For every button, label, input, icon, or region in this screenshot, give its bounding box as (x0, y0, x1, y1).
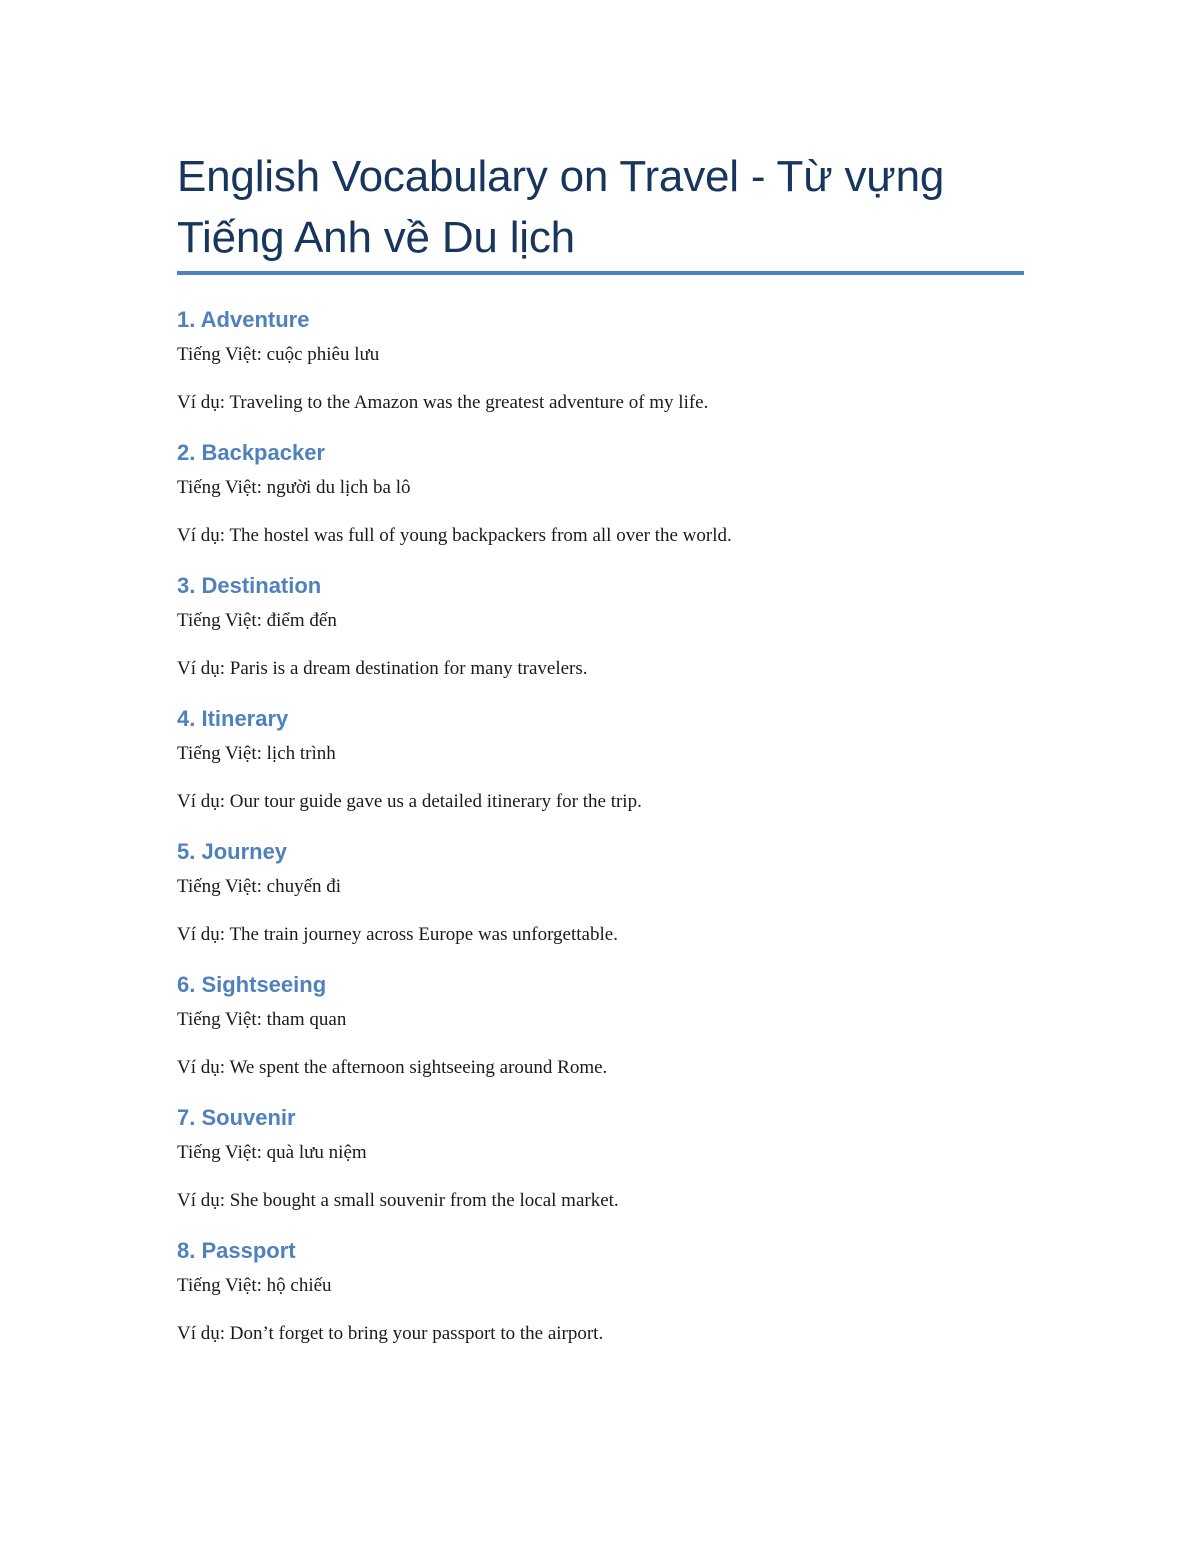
vietnamese-meaning: người du lịch ba lô (266, 477, 411, 498)
vocabulary-entry (177, 1236, 1023, 1369)
entry-example-line (177, 1188, 619, 1214)
vocabulary-entry (177, 970, 1023, 1103)
example-label: Ví dụ: (177, 392, 226, 413)
vocabulary-entry (177, 305, 1023, 438)
entry-example-line (177, 789, 642, 815)
vocabulary-entry (177, 1103, 1023, 1236)
vietnamese-label: Tiếng Việt: (177, 1275, 262, 1296)
example-label: Ví dụ: (177, 791, 226, 812)
example-label: Ví dụ: (177, 525, 226, 546)
vietnamese-label: Tiếng Việt: (177, 477, 262, 498)
entry-example-line (177, 523, 732, 549)
title-line-2: Tiếng Anh về Du lịch (177, 213, 575, 262)
vietnamese-label: Tiếng Việt: (177, 610, 262, 631)
example-sentence: The train journey across Europe was unforgettable. (229, 924, 618, 945)
entry-term: 2. Backpacker (177, 440, 325, 465)
vietnamese-label: Tiếng Việt: (177, 876, 262, 897)
entry-example-line (177, 1055, 607, 1081)
vocabulary-entry (177, 837, 1023, 970)
vietnamese-label: Tiếng Việt: (177, 344, 262, 365)
example-label: Ví dụ: (177, 658, 226, 679)
vocabulary-entry (177, 704, 1023, 837)
example-sentence: Don’t forget to bring your passport to the airport. (229, 1323, 604, 1344)
entry-vietnamese-line (177, 741, 336, 767)
example-sentence: Paris is a dream destination for many travelers. (229, 658, 588, 679)
vocabulary-list (177, 305, 1023, 1369)
vietnamese-label: Tiếng Việt: (177, 743, 262, 764)
entry-term: 7. Souvenir (177, 1105, 296, 1130)
entry-term: 6. Sightseeing (177, 972, 327, 997)
example-sentence: The hostel was full of young backpackers from all over the world. (229, 525, 732, 546)
vietnamese-label: Tiếng Việt: (177, 1142, 262, 1163)
example-label: Ví dụ: (177, 924, 226, 945)
entry-vietnamese-line (177, 475, 410, 501)
title-line-1: English Vocabulary on Travel - Từ vựng (177, 152, 945, 201)
entry-vietnamese-line (177, 608, 337, 634)
example-sentence: We spent the afternoon sightseeing around Rome. (229, 1057, 608, 1078)
vocabulary-entry (177, 438, 1023, 571)
vocabulary-entry (177, 571, 1023, 704)
title-underline-rule (177, 271, 1024, 275)
example-sentence: Our tour guide gave us a detailed itinerary for the trip. (229, 791, 642, 812)
example-label: Ví dụ: (177, 1057, 226, 1078)
example-sentence: She bought a small souvenir from the local market. (229, 1190, 619, 1211)
entry-example-line (177, 390, 708, 416)
entry-term: 4. Itinerary (177, 706, 289, 731)
document-title-block (177, 146, 1023, 268)
vietnamese-meaning: tham quan (266, 1009, 347, 1030)
entry-vietnamese-line (177, 342, 379, 368)
entry-example-line (177, 1321, 603, 1347)
entry-example-line (177, 656, 588, 682)
vietnamese-meaning: hộ chiếu (266, 1275, 332, 1296)
vietnamese-meaning: chuyến đi (266, 876, 342, 897)
vietnamese-meaning: điểm đến (266, 610, 337, 631)
entry-term: 3. Destination (177, 573, 322, 598)
entry-term: 1. Adventure (177, 307, 310, 332)
entry-example-line (177, 922, 618, 948)
vietnamese-label: Tiếng Việt: (177, 1009, 262, 1030)
entry-vietnamese-line (177, 1273, 332, 1299)
vietnamese-meaning: quà lưu niệm (266, 1142, 367, 1163)
example-label: Ví dụ: (177, 1323, 226, 1344)
vietnamese-meaning: lịch trình (266, 743, 336, 764)
entry-term: 8. Passport (177, 1238, 296, 1263)
document-title (177, 146, 1023, 268)
entry-term: 5. Journey (177, 839, 288, 864)
vietnamese-meaning: cuộc phiêu lưu (266, 344, 380, 365)
example-label: Ví dụ: (177, 1190, 226, 1211)
entry-vietnamese-line (177, 874, 341, 900)
entry-vietnamese-line (177, 1007, 346, 1033)
example-sentence: Traveling to the Amazon was the greatest adventure of my life. (229, 392, 709, 413)
entry-vietnamese-line (177, 1140, 367, 1166)
